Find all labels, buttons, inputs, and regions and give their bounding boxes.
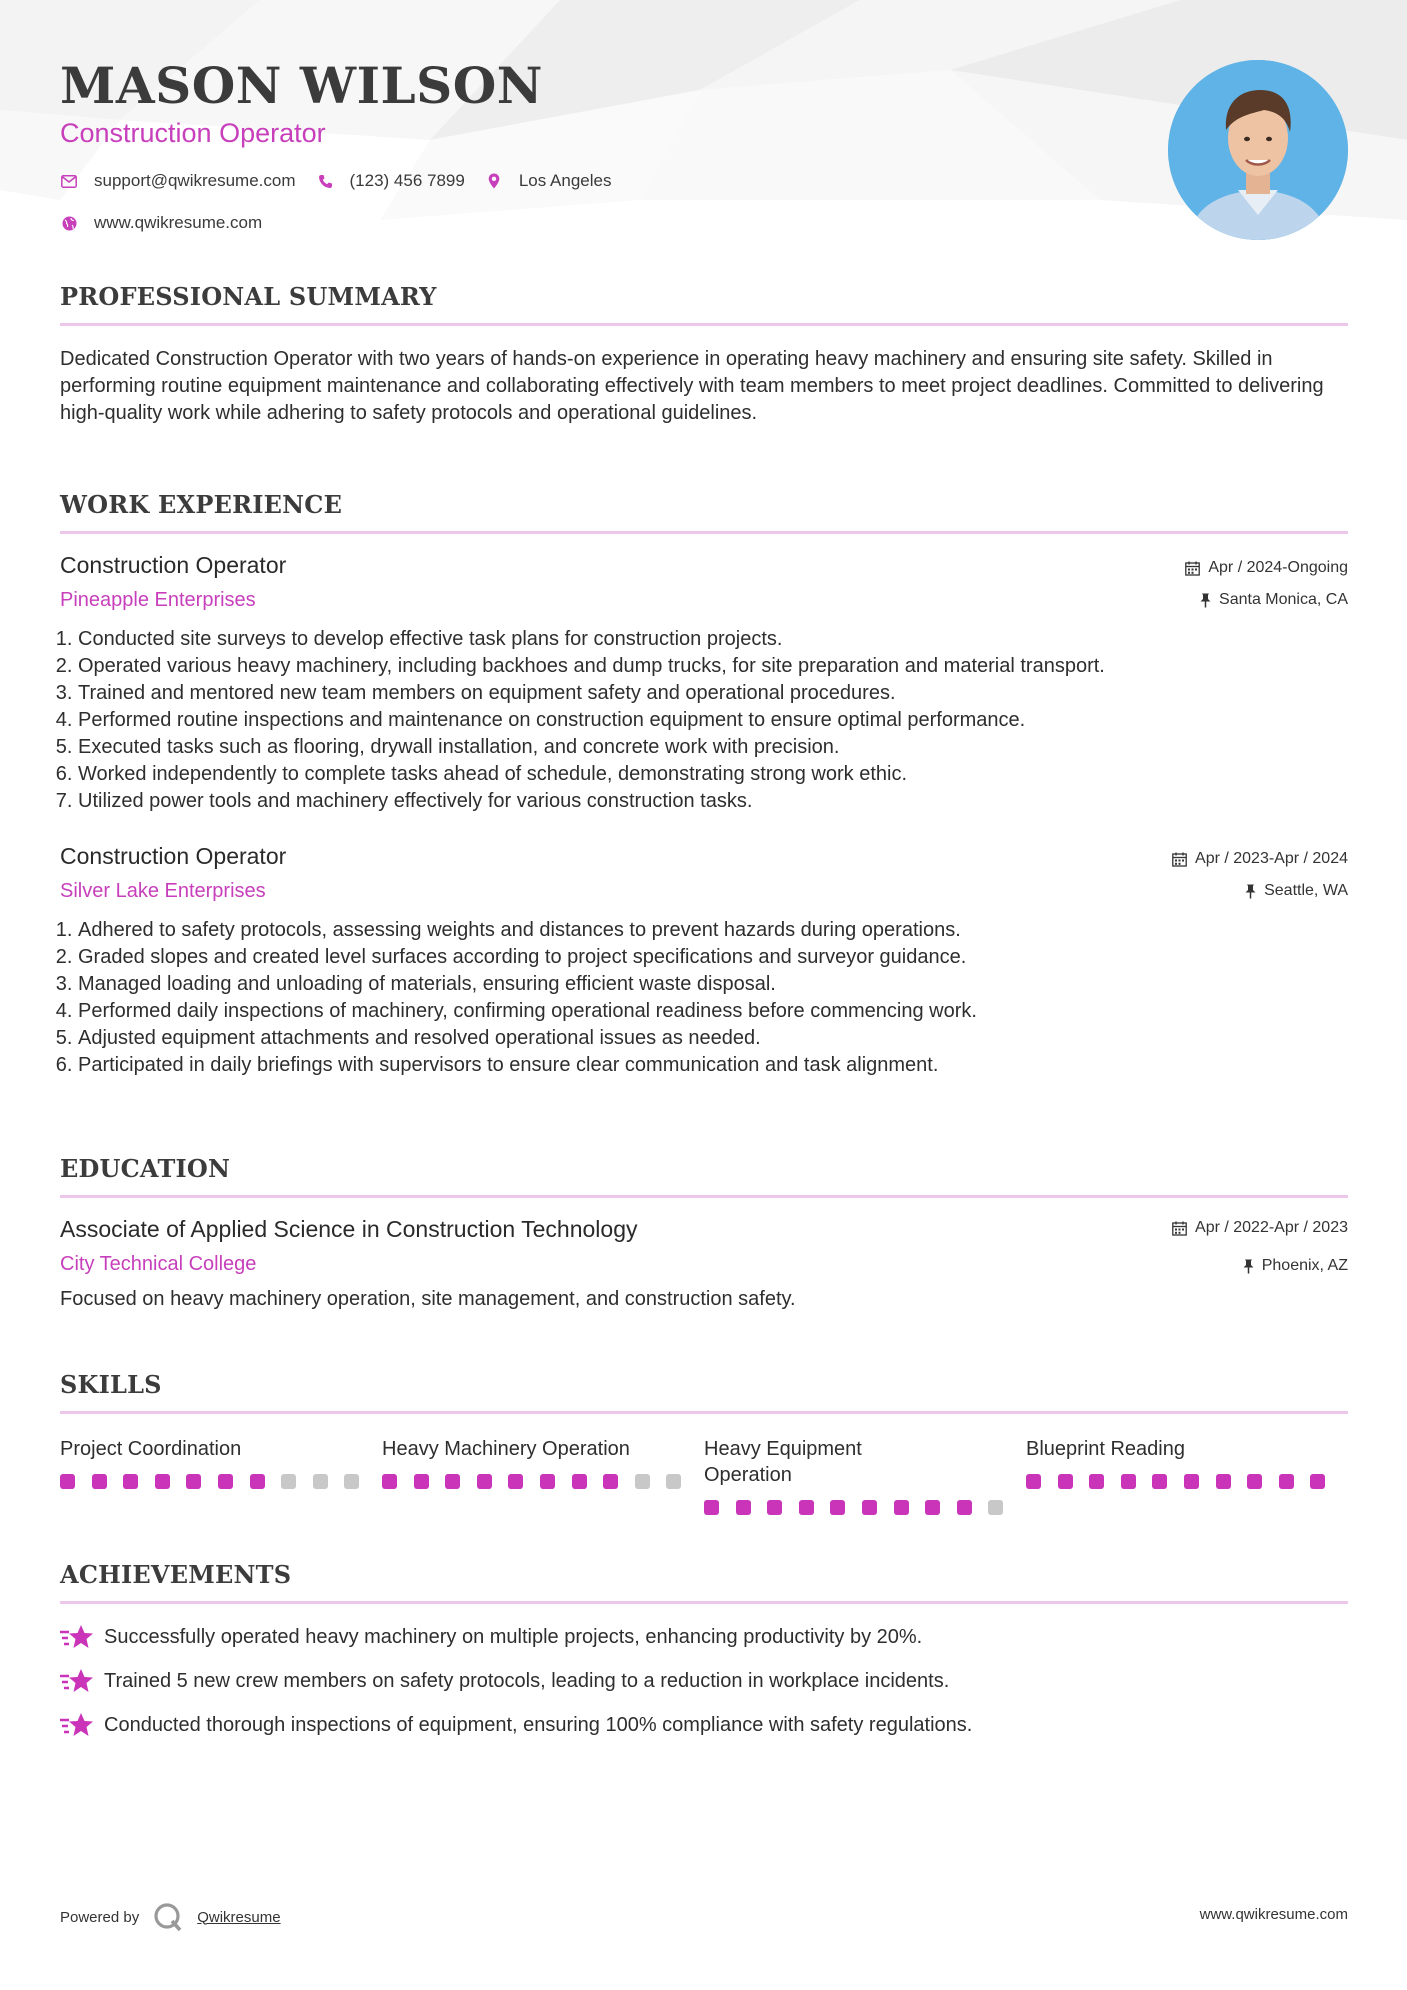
skill-dot-filled	[60, 1474, 75, 1489]
calendar-icon	[1172, 1221, 1187, 1236]
phone-icon	[316, 172, 334, 190]
skill-item	[60, 1436, 382, 1515]
contact-location	[485, 171, 612, 191]
list-item: 2. Operated various heavy machinery, including backhoes and dump trucks, for site preparation and material transport.	[78, 653, 1348, 680]
skill-dot-filled	[1089, 1474, 1104, 1489]
brand-link[interactable]: Qwikresume	[197, 1908, 281, 1926]
job-dates	[1172, 849, 1348, 869]
list-item: 4. Performed daily inspections of machinery, confirming operational readiness before commencing work.	[78, 998, 1348, 1025]
section-divider	[60, 1195, 1348, 1198]
list-item: 1. Adhered to safety protocols, assessing weights and distances to prevent hazards during operations.	[78, 917, 1348, 944]
powered-by-label: Powered by	[60, 1908, 140, 1926]
education-location	[1172, 1256, 1348, 1276]
contact-email[interactable]	[60, 171, 296, 191]
job-location-text: Santa Monica, CA	[1219, 591, 1348, 608]
education-entry	[60, 1216, 1348, 1313]
calendar-icon	[1172, 852, 1187, 867]
skill-dot-filled	[414, 1474, 429, 1489]
job-meta	[1185, 558, 1348, 610]
skill-dot-filled	[1279, 1474, 1294, 1489]
job-location	[1172, 881, 1348, 901]
skill-dot-empty	[281, 1474, 296, 1489]
skill-dot-filled	[1310, 1474, 1325, 1489]
skill-dot-filled	[925, 1500, 940, 1515]
list-item: 1. Conducted site surveys to develop effective task plans for construction projects.	[78, 626, 1348, 653]
skill-dot-filled	[1058, 1474, 1073, 1489]
list-item: 4. Performed routine inspections and maintenance on construction equipment to ensure optimal performance.	[78, 707, 1348, 734]
job-dates-text: Apr / 2023-Apr / 2024	[1195, 850, 1348, 867]
achievements-heading: ACHIEVEMENTS	[60, 1560, 292, 1589]
skill-rating	[1026, 1474, 1348, 1489]
education-location-text: Phoenix, AZ	[1261, 1257, 1348, 1274]
map-pin-icon	[485, 172, 503, 190]
envelope-icon	[60, 172, 78, 190]
skill-dot-filled	[92, 1474, 107, 1489]
job-entry	[60, 552, 1348, 815]
skill-dot-filled	[572, 1474, 587, 1489]
qwikresume-logo-icon	[153, 1902, 183, 1932]
skill-dot-filled	[250, 1474, 265, 1489]
skill-name: Heavy Equipment Operation	[704, 1438, 862, 1486]
phone-text: (123) 456 7899	[349, 171, 465, 190]
candidate-title: Construction Operator	[60, 118, 326, 148]
skill-dot-filled	[508, 1474, 523, 1489]
experience-section	[60, 490, 1348, 1079]
education-description: Focused on heavy machinery operation, site management, and construction safety.	[60, 1288, 796, 1310]
pushpin-icon	[1200, 593, 1211, 608]
job-title: Construction Operator	[60, 843, 287, 869]
resume-header	[60, 56, 1350, 256]
list-item	[60, 1710, 1348, 1740]
star-icon	[60, 1622, 94, 1652]
location-text: Los Angeles	[518, 171, 612, 190]
summary-text: Dedicated Construction Operator with two years of hands-on experience in operating heavy machinery and ensuring site safety. Skilled in performing routine equipment maintenance and collaborating effectively with team members to meet project deadlines. Committed to delivering high-quality work while adhering to safety protocols and operational guidelines.	[60, 348, 1324, 424]
star-icon	[60, 1666, 94, 1696]
skill-dot-filled	[830, 1500, 845, 1515]
job-bullets	[60, 917, 1348, 1079]
skill-dot-filled	[382, 1474, 397, 1489]
education-section	[60, 1154, 1348, 1313]
section-divider	[60, 1601, 1348, 1604]
achievements-list	[60, 1622, 1348, 1740]
skill-dot-empty	[988, 1500, 1003, 1515]
skill-dot-empty	[666, 1474, 681, 1489]
section-divider	[60, 323, 1348, 326]
skill-dot-empty	[635, 1474, 650, 1489]
job-location-text: Seattle, WA	[1264, 882, 1348, 899]
skills-row	[60, 1436, 1348, 1515]
section-divider	[60, 531, 1348, 534]
experience-heading: WORK EXPERIENCE	[60, 490, 343, 519]
list-item: 2. Graded slopes and created level surfaces according to project specifications and surveyor guidance.	[78, 944, 1348, 971]
website-text: www.qwikresume.com	[94, 213, 263, 232]
skill-name: Blueprint Reading	[1026, 1438, 1185, 1460]
skill-dot-filled	[477, 1474, 492, 1489]
achievements-section	[60, 1560, 1348, 1740]
skill-dot-filled	[736, 1500, 751, 1515]
list-item: 5. Executed tasks such as flooring, drywall installation, and concrete work with precision.	[78, 734, 1348, 761]
skill-item	[1026, 1436, 1348, 1515]
skill-name: Heavy Machinery Operation	[382, 1438, 630, 1460]
pushpin-icon	[1243, 1259, 1254, 1274]
footer	[60, 1898, 1348, 1928]
contact-phone[interactable]	[316, 171, 465, 191]
list-item: 3. Trained and mentored new team members on equipment safety and operational procedures.	[78, 680, 1348, 707]
skill-dot-filled	[1247, 1474, 1262, 1489]
summary-section	[60, 282, 1348, 427]
skills-heading: SKILLS	[60, 1370, 162, 1399]
pushpin-icon	[1245, 884, 1256, 899]
skill-dot-filled	[862, 1500, 877, 1515]
skill-dot-filled	[540, 1474, 555, 1489]
skill-dot-filled	[1216, 1474, 1231, 1489]
job-location	[1185, 590, 1348, 610]
skill-dot-filled	[767, 1500, 782, 1515]
contact-website[interactable]	[60, 213, 262, 233]
skill-dot-filled	[704, 1500, 719, 1515]
footer-website[interactable]: www.qwikresume.com	[1199, 1906, 1348, 1923]
skill-rating	[382, 1474, 704, 1489]
skills-section	[60, 1370, 1348, 1515]
skill-dot-filled	[1121, 1474, 1136, 1489]
skill-item	[382, 1436, 704, 1515]
job-dates	[1185, 558, 1348, 578]
school-name: City Technical College	[60, 1253, 257, 1275]
job-dates-text: Apr / 2024-Ongoing	[1208, 559, 1348, 576]
job-title: Construction Operator	[60, 552, 287, 578]
education-meta	[1172, 1218, 1348, 1276]
skill-dot-filled	[1184, 1474, 1199, 1489]
skill-dot-filled	[799, 1500, 814, 1515]
education-dates	[1172, 1218, 1348, 1238]
skill-dot-filled	[894, 1500, 909, 1515]
skill-rating	[60, 1474, 382, 1489]
skill-dot-filled	[218, 1474, 233, 1489]
skill-dot-filled	[603, 1474, 618, 1489]
achievement-text: Successfully operated heavy machinery on multiple projects, enhancing productivity by 20%.	[104, 1625, 923, 1648]
candidate-name: MASON WILSON	[60, 56, 543, 115]
degree-title: Associate of Applied Science in Construction Technology	[60, 1216, 638, 1242]
skill-dot-filled	[123, 1474, 138, 1489]
list-item	[60, 1666, 1348, 1696]
skill-dot-empty	[313, 1474, 328, 1489]
list-item: 3. Managed loading and unloading of materials, ensuring efficient waste disposal.	[78, 971, 1348, 998]
job-meta	[1172, 849, 1348, 901]
skill-name: Project Coordination	[60, 1438, 242, 1460]
job-entry	[60, 843, 1348, 1079]
job-company: Pineapple Enterprises	[60, 589, 256, 611]
job-bullets	[60, 626, 1348, 815]
job-company: Silver Lake Enterprises	[60, 880, 266, 902]
education-heading: EDUCATION	[60, 1154, 231, 1183]
skill-dot-filled	[186, 1474, 201, 1489]
section-divider	[60, 1411, 1348, 1414]
skill-dot-empty	[344, 1474, 359, 1489]
skill-dot-filled	[1152, 1474, 1167, 1489]
powered-by	[60, 1902, 281, 1932]
skill-rating	[704, 1500, 1026, 1515]
calendar-icon	[1185, 561, 1200, 576]
achievement-text: Conducted thorough inspections of equipment, ensuring 100% compliance with safety regulations.	[104, 1713, 973, 1736]
avatar	[1168, 60, 1348, 240]
list-item: 5. Adjusted equipment attachments and resolved operational issues as needed.	[78, 1025, 1348, 1052]
achievement-text: Trained 5 new crew members on safety protocols, leading to a reduction in workplace incidents.	[104, 1669, 950, 1692]
contact-row-web	[60, 213, 282, 233]
list-item	[60, 1622, 1348, 1652]
globe-icon	[60, 214, 78, 232]
education-dates-text: Apr / 2022-Apr / 2023	[1195, 1219, 1348, 1236]
skill-dot-filled	[155, 1474, 170, 1489]
skill-dot-filled	[445, 1474, 460, 1489]
list-item: 6. Worked independently to complete tasks ahead of schedule, demonstrating strong work ethic.	[78, 761, 1348, 788]
skill-dot-filled	[957, 1500, 972, 1515]
list-item: 7. Utilized power tools and machinery effectively for various construction tasks.	[78, 788, 1348, 815]
star-icon	[60, 1710, 94, 1740]
skill-dot-filled	[1026, 1474, 1041, 1489]
skill-item	[704, 1436, 1026, 1515]
email-text: support@qwikresume.com	[94, 171, 296, 190]
summary-heading: PROFESSIONAL SUMMARY	[60, 282, 437, 311]
contact-row	[60, 171, 631, 191]
list-item: 6. Participated in daily briefings with supervisors to ensure clear communication and task alignment.	[78, 1052, 1348, 1079]
